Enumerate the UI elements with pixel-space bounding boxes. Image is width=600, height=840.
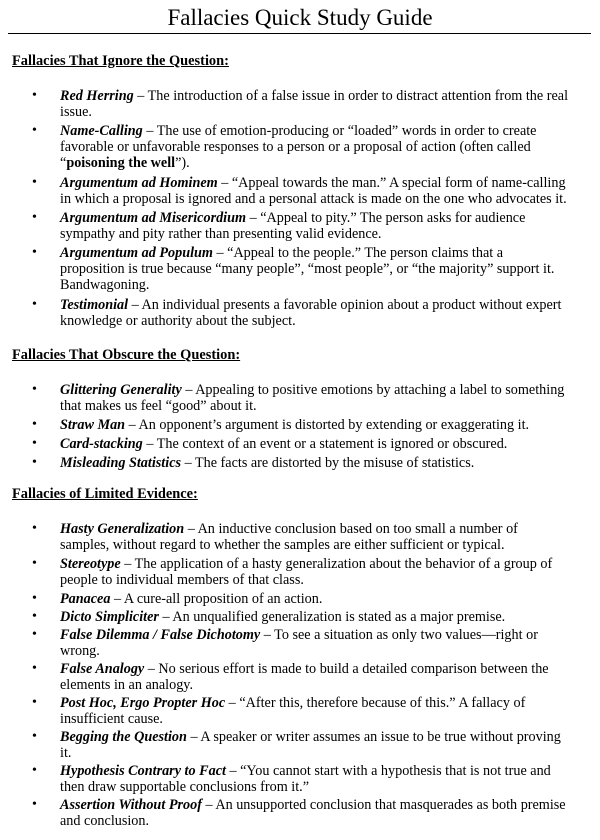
list-item: • Argumentum ad Misericordium – “Appeal to pity.” The person asks for audience sympathy and pity rather than presenting valid evidence. <box>32 210 526 242</box>
fallacy-term: Testimonial <box>60 297 129 313</box>
emphasis-text: poisoning the well <box>66 155 176 171</box>
bullet: • <box>32 591 37 606</box>
bullet: • <box>32 88 37 103</box>
fallacy-term: Assertion Without Proof <box>60 797 202 813</box>
list-item: • Testimonial – An individual presents a favorable opinion about a product without expert knowledge or authority about the subject. <box>32 297 562 329</box>
bullet: • <box>32 556 37 571</box>
fallacy-term: Stereotype <box>60 556 121 572</box>
bullet: • <box>32 609 37 624</box>
bullet: • <box>32 521 37 536</box>
list-item: • Hasty Generalization – An inductive conclusion based on too small a number of samples, without regard to whether the samples are either sufficient or typical. <box>32 521 518 553</box>
bullet: • <box>32 210 37 225</box>
fallacy-term: False Analogy <box>60 661 145 677</box>
list-item: • Post Hoc, Ergo Propter Hoc – “After this, therefore because of this.” A fallacy of insufficient cause. <box>32 695 526 727</box>
list-item: • Card-stacking – The context of an event or a statement is ignored or obscured. <box>32 436 508 452</box>
bullet: • <box>32 455 37 470</box>
list-item: • Stereotype – The application of a hasty generalization about the behavior of a group of people to individual members of that class. <box>32 556 553 588</box>
section-heading-obscure: Fallacies That Obscure the Question: <box>12 347 241 363</box>
list-item: • False Dilemma / False Dichotomy – To see a situation as only two values—right or wrong. <box>32 627 538 659</box>
list-limited-evidence <box>0 521 590 831</box>
fallacy-term: Dicto Simpliciter <box>60 609 159 625</box>
bullet: • <box>32 382 37 397</box>
bullet: • <box>32 729 37 744</box>
fallacy-term: Misleading Statistics <box>60 455 182 471</box>
list-item: • Argumentum ad Hominem – “Appeal towards the man.” A special form of name-calling in which a proposal is ignored and a personal attack is made on the one who advocates it. <box>32 175 567 207</box>
list-item: • Panacea – A cure-all proposition of an action. <box>32 591 323 607</box>
fallacy-term: Post Hoc, Ergo Propter Hoc <box>60 695 226 711</box>
fallacy-term: Hypothesis Contrary to Fact <box>60 763 226 779</box>
fallacy-term: Straw Man <box>60 417 126 433</box>
fallacy-term: Argumentum ad Hominem <box>60 175 218 191</box>
list-obscure-question <box>0 382 590 474</box>
page-title: Fallacies Quick Study Guide <box>167 5 433 30</box>
fallacy-term: Name-Calling <box>60 123 143 139</box>
list-item: • Argumentum ad Populum – “Appeal to the people.” The person claims that a proposition is true because “many people”, “most people”, or “the majority” support it. Bandwagoning. <box>32 245 555 293</box>
bullet: • <box>32 417 37 432</box>
list-item: • Begging the Question – A speaker or writer assumes an issue to be true without proving it. <box>32 729 561 761</box>
list-item: • Hypothesis Contrary to Fact – “You cannot start with a hypothesis that is not true and then draw supportable conclusions from it.” <box>32 763 551 795</box>
title-underline <box>8 33 591 34</box>
fallacy-term: Hasty Generalization <box>60 521 185 537</box>
bullet: • <box>32 695 37 710</box>
fallacy-term: Argumentum ad Misericordium <box>60 210 247 226</box>
bullet: • <box>32 763 37 778</box>
list-item: • Straw Man – An opponent’s argument is distorted by extending or exaggerating it. <box>32 417 530 433</box>
list-item: • Red Herring – The introduction of a false issue in order to distract attention from the real issue. <box>32 88 569 120</box>
bullet: • <box>32 175 37 190</box>
fallacy-term: Argumentum ad Populum <box>60 245 213 261</box>
list-item: • Glittering Generality – Appealing to positive emotions by attaching a label to something that makes us feel “good” about it. <box>32 382 565 414</box>
bullet: • <box>32 797 37 812</box>
bullet: • <box>32 436 37 451</box>
list-item: • Assertion Without Proof – An unsupported conclusion that masquerades as both premise and conclusion. <box>32 797 566 829</box>
list-item: • Misleading Statistics – The facts are distorted by the misuse of statistics. <box>32 455 475 471</box>
fallacy-term: Card-stacking <box>60 436 143 452</box>
fallacy-term: Panacea <box>60 591 111 607</box>
bullet: • <box>32 123 37 138</box>
section-heading-limited: Fallacies of Limited Evidence: <box>12 486 198 502</box>
list-ignore-question <box>0 88 590 332</box>
fallacy-term: Begging the Question <box>60 729 187 745</box>
fallacy-term: Glittering Generality <box>60 382 182 398</box>
list-item: • False Analogy – No serious effort is made to build a detailed comparison between the elements in an analogy. <box>32 661 549 693</box>
fallacy-term: Red Herring <box>60 88 134 104</box>
bullet: • <box>32 627 37 642</box>
section-heading-ignore: Fallacies That Ignore the Question: <box>12 53 229 69</box>
bullet: • <box>32 661 37 676</box>
bullet: • <box>32 245 37 260</box>
list-item: • Dicto Simpliciter – An unqualified generalization is stated as a major premise. <box>32 609 506 625</box>
list-item: • Name-Calling – The use of emotion-producing or “loaded” words in order to create favorable or unfavorable responses to a person or a proposal of action (often called “poisoning the well”). <box>32 123 537 171</box>
bullet: • <box>32 297 37 312</box>
fallacy-term: False Dilemma / False Dichotomy <box>60 627 261 643</box>
